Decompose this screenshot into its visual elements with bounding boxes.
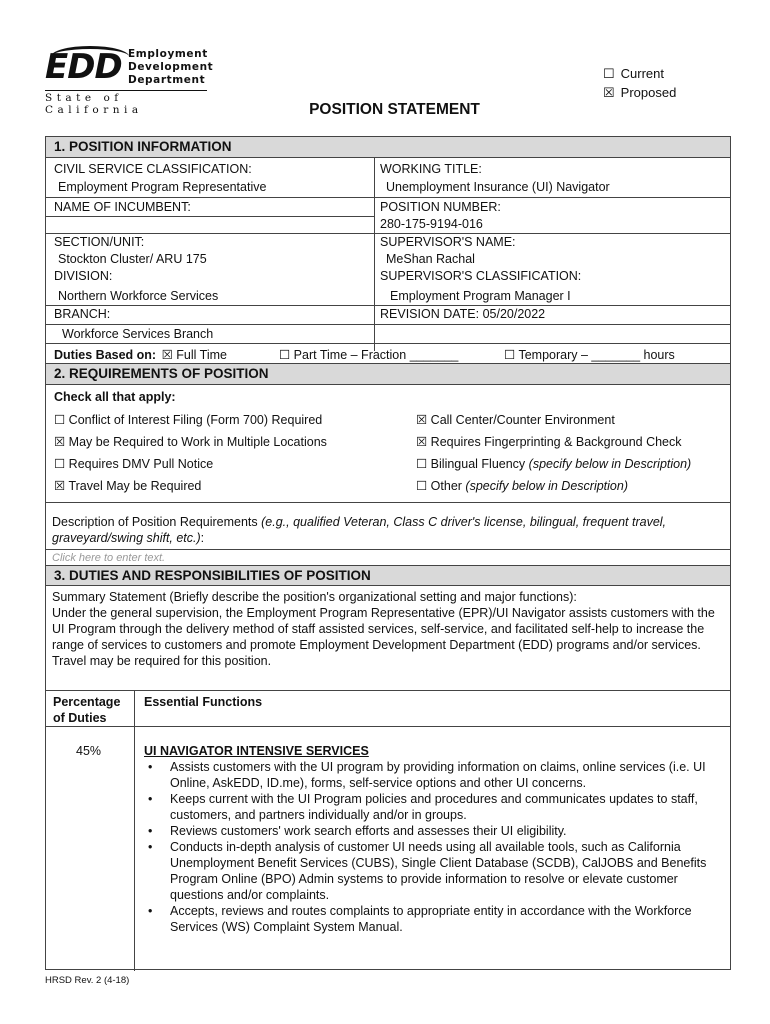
description-colon: : [200,531,205,545]
logo-mark: EDD [45,47,122,87]
duty-bullet: • Accepts, reviews and routes complaints to appropriate entity in accordance with the Workforce Services (WS) Complaint System Manual. [144,903,729,935]
position-number-label: POSITION NUMBER: [380,200,501,214]
req-other-text: ☐ Other [416,479,466,493]
summary-text: Under the general supervision, the Employment Program Representative (EPR)/UI Navigator assists customers with the UI Program through the delivery method of staff assisted services, self-service, and facilitated self-help to increase the range of services to customers and promote Employment Development Department (EDD) programs and/or services. [52,606,715,652]
division-field[interactable]: Northern Workforce Services [58,289,219,303]
duty-title: UI NAVIGATOR INTENSIVE SERVICES [144,744,369,758]
req-call-center-text: ☒ Call Center/Counter Environment [416,413,615,427]
civil-service-field[interactable]: Employment Program Representative [58,180,267,194]
part-time-checkbox[interactable]: ☐ Part Time – Fraction _______ [279,348,459,362]
form-revision: HRSD Rev. 2 (4-18) [45,975,130,986]
edd-logo [45,46,215,116]
row-line [46,197,730,198]
current-checkbox[interactable]: ☐ [603,66,615,81]
req-fingerprinting[interactable] [416,434,682,450]
duty-bullet: • Assists customers with the UI program by providing information on claims, online services (i.e. UI Online, AskEDD, ID.me), forms, self-service options and other UI concerns. [144,759,729,791]
travel-note: Travel may be required for this position. [52,654,272,668]
logo-words [128,48,213,87]
section2-header: 2. REQUIREMENTS OF POSITION [46,363,730,385]
row-line [46,343,730,344]
req-multiple-locations[interactable]: ☒ May be Required to Work in Multiple Locations [54,435,327,449]
position-statement-form [45,136,731,970]
duty-bullets [144,759,729,935]
req-dmv-pull[interactable]: ☐ Requires DMV Pull Notice [54,457,214,471]
row-line [46,324,374,325]
proposed-checkbox[interactable]: ☒ [603,85,615,100]
summary-label: Summary Statement (Briefly describe the position's organizational setting and major functions): [52,590,577,604]
page-title-wrap [0,101,770,119]
status-proposed[interactable] [603,83,682,102]
description-examples: (e.g., qualified Veteran, Class C driver's license, bilingual, frequent travel, graveyard/swing shift, etc.) [52,515,667,545]
status-options [603,64,682,102]
supervisor-class-label: SUPERVISOR'S CLASSIFICATION: [380,269,582,283]
current-label: Current [620,66,665,81]
proposed-label: Proposed [620,85,677,100]
supervisor-class-field[interactable]: Employment Program Manager I [390,289,571,303]
functions-header: Essential Functions [144,695,263,709]
req-travel[interactable]: ☒ Travel May be Required [54,479,202,493]
row-line [374,324,730,325]
duties-based-label: Duties Based on: [54,348,157,362]
position-number-field[interactable]: 280-175-9194-016 [380,217,483,231]
duty-bullet: • Keeps current with the UI Program policies and procedures and communicates updates to staff, customers, and partners individually and/or in groups. [144,791,729,823]
division-label: DIVISION: [54,269,113,283]
branch-field[interactable]: Workforce Services Branch [62,327,214,341]
page-title: POSITION STATEMENT [309,101,480,118]
description-input[interactable]: Click here to enter text. [52,552,166,564]
supervisor-name-label: SUPERVISOR'S NAME: [380,235,516,249]
section3-header: 3. DUTIES AND RESPONSIBILITIES OF POSITION [46,565,730,586]
req-bilingual-hint: (specify below in Description) [528,457,692,471]
check-all-label: Check all that apply: [54,390,176,404]
req-other-hint: (specify below in Description) [465,479,628,493]
percentage-header: Percentage of Duties [53,695,121,725]
section-unit-label: SECTION/UNIT: [54,235,145,249]
working-title-field[interactable]: Unemployment Insurance (UI) Navigator [386,180,610,194]
description-requirements [52,514,712,546]
supervisor-name-field[interactable]: MeShan Rachal [386,252,475,266]
description-label: Description of Position Requirements [52,515,262,529]
full-time-checkbox[interactable]: ☒ Full Time [161,348,227,362]
req-fingerprinting-text: ☒ Requires Fingerprinting & Background Check [416,435,682,449]
working-title-label: WORKING TITLE: [380,162,482,176]
logo-word-department: Department [128,74,206,86]
section-unit-field[interactable]: Stockton Cluster/ ARU 175 [58,252,207,266]
req-other[interactable] [416,478,628,494]
temporary-checkbox[interactable]: ☐ Temporary – _______ hours [504,348,675,362]
section1-divider [374,158,375,351]
logo-word-development: Development [128,61,214,73]
revision-date: REVISION DATE: 05/20/2022 [380,307,546,321]
req-call-center[interactable] [416,412,615,428]
logo-word-employment: Employment [128,48,208,60]
duty-bullet: • Reviews customers' work search efforts and assesses their UI eligibility. [144,823,729,839]
req-bilingual[interactable] [416,456,691,472]
row-line [46,726,730,727]
row-line [46,502,730,503]
row-line [46,690,730,691]
duties-divider [134,690,135,971]
logo-state: State of California [45,90,207,116]
branch-label: BRANCH: [54,307,111,321]
status-current[interactable] [603,64,682,83]
req-conflict-interest[interactable]: ☐ Conflict of Interest Filing (Form 700) Required [54,413,323,427]
duty-bullet: • Conducts in-depth analysis of customer UI needs using all available tools, such as California Unemployment Benefit Services (CUBS), Single Client Database (SCDB), CalJOBS and Benefits Program Online (BPO) Admin systems to provide information to resolve or elevate customer questions and/or complaints. [144,839,729,903]
duties-based-row [54,347,227,363]
row-line [46,216,374,217]
section1-header: 1. POSITION INFORMATION [46,137,730,158]
req-bilingual-text: ☐ Bilingual Fluency [416,457,529,471]
summary-statement [52,589,727,669]
incumbent-label: NAME OF INCUMBENT: [54,200,191,214]
civil-service-label: CIVIL SERVICE CLASSIFICATION: [54,162,252,176]
duty-percent: 45% [76,744,102,758]
duty-block [144,743,729,935]
